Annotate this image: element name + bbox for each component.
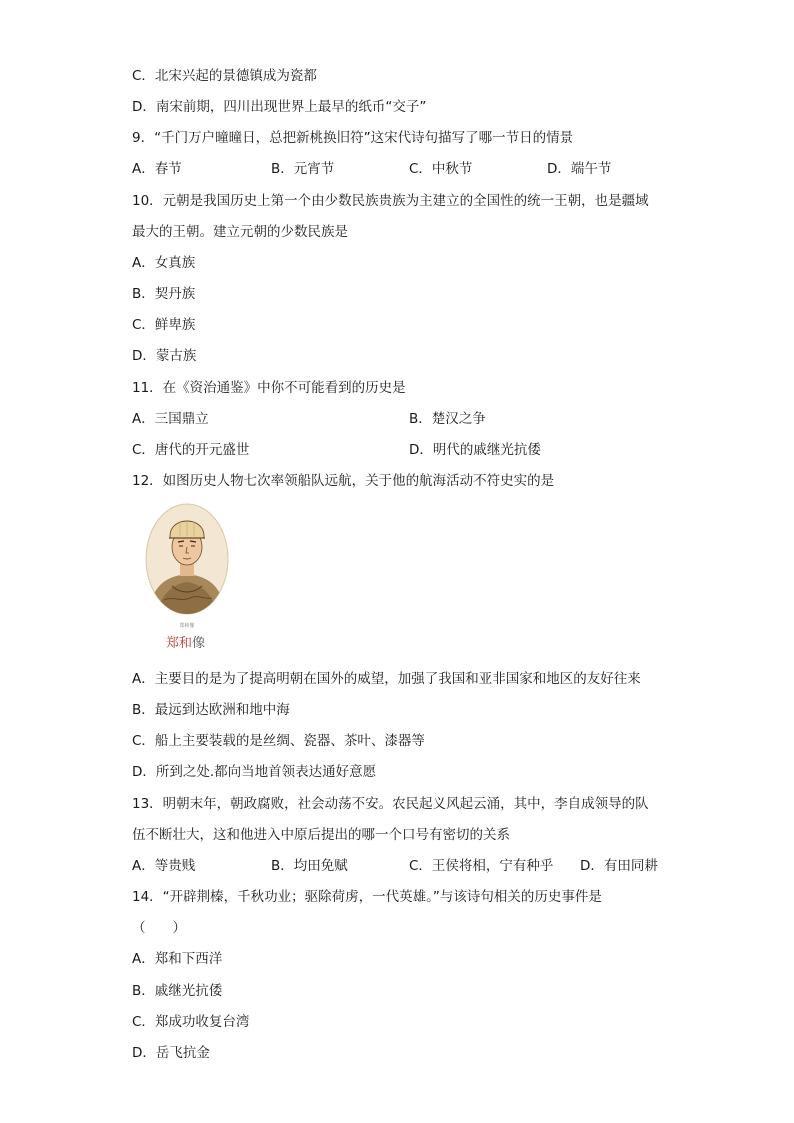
portrait-caption bbox=[166, 636, 205, 652]
q12-option-d: D．所到之处.都向当地首领表达通好意愿 bbox=[132, 764, 377, 780]
portrait-small-label: 郑和像 bbox=[179, 623, 195, 629]
q9-option-c: C．中秋节 bbox=[409, 161, 473, 177]
q10-option-a: A．女真族 bbox=[132, 255, 196, 271]
q10-stem-line1: 10．元朝是我国历史上第一个由少数民族贵族为主建立的全国性的统一王朝，也是疆域 bbox=[132, 193, 649, 209]
zheng-he-portrait bbox=[142, 502, 232, 632]
q13-option-b: B．均田免赋 bbox=[271, 858, 348, 874]
caption-suffix: 像 bbox=[192, 636, 206, 651]
q14-option-a: A．郑和下西洋 bbox=[132, 951, 223, 967]
q8-option-c: C．北宋兴起的景德镇成为瓷都 bbox=[132, 68, 317, 84]
q9-option-b: B．元宵节 bbox=[271, 161, 335, 177]
q9-stem: 9．“千门万户曈曈日，总把新桃换旧符”这宋代诗句描写了哪一节日的情景 bbox=[132, 130, 574, 146]
q12-option-c: C．船上主要装载的是丝绸、瓷器、茶叶、漆器等 bbox=[132, 733, 425, 749]
q11-option-d: D．明代的戚继光抗倭 bbox=[409, 442, 541, 458]
q14-option-c: C．郑成功收复台湾 bbox=[132, 1014, 250, 1030]
q12-option-b: B．最远到达欧洲和地中海 bbox=[132, 702, 290, 718]
q12-stem: 12．如图历史人物七次率领船队远航，关于他的航海活动不符史实的是 bbox=[132, 473, 555, 489]
q14-option-b: B．戚继光抗倭 bbox=[132, 983, 223, 999]
q13-option-d: D．有田同耕 bbox=[580, 858, 658, 874]
q12-option-a: A．主要目的是为了提高明朝在国外的威望，加强了我国和亚非国家和地区的友好往来 bbox=[132, 671, 641, 687]
q9-option-d: D．端午节 bbox=[547, 161, 612, 177]
q11-option-b: B．楚汉之争 bbox=[409, 411, 486, 427]
q10-option-d: D．蒙古族 bbox=[132, 348, 197, 364]
q13-stem-line2: 伍不断壮大，这和他进入中原后提出的哪一个口号有密切的关系 bbox=[132, 827, 510, 843]
q11-stem: 11．在《资治通鉴》中你不可能看到的历史是 bbox=[132, 380, 406, 396]
caption-name: 郑和 bbox=[166, 636, 193, 651]
q14-answer-blank: （ ） bbox=[132, 920, 186, 936]
q14-stem: 14．“开辟荆榛，千秋功业；驱除荷虏，一代英雄。”与该诗句相关的历史事件是 bbox=[132, 889, 602, 905]
q11-option-a: A．三国鼎立 bbox=[132, 411, 209, 427]
q13-option-a: A．等贵贱 bbox=[132, 858, 196, 874]
q13-stem-line1: 13．明朝末年，朝政腐败，社会动荡不安。农民起义风起云涌，其中，李自成领导的队 bbox=[132, 796, 649, 812]
q10-option-c: C．鲜卑族 bbox=[132, 317, 196, 333]
q13-option-c: C．王侯将相，宁有种乎 bbox=[409, 858, 554, 874]
q11-option-c: C．唐代的开元盛世 bbox=[132, 442, 250, 458]
q14-option-d: D．岳飞抗金 bbox=[132, 1045, 210, 1061]
q10-stem-line2: 最大的王朝。建立元朝的少数民族是 bbox=[132, 224, 348, 240]
q10-option-b: B．契丹族 bbox=[132, 286, 196, 302]
q8-option-d: D．南宋前期，四川出现世界上最早的纸币“交子” bbox=[132, 99, 427, 115]
q9-option-a: A．春节 bbox=[132, 161, 182, 177]
